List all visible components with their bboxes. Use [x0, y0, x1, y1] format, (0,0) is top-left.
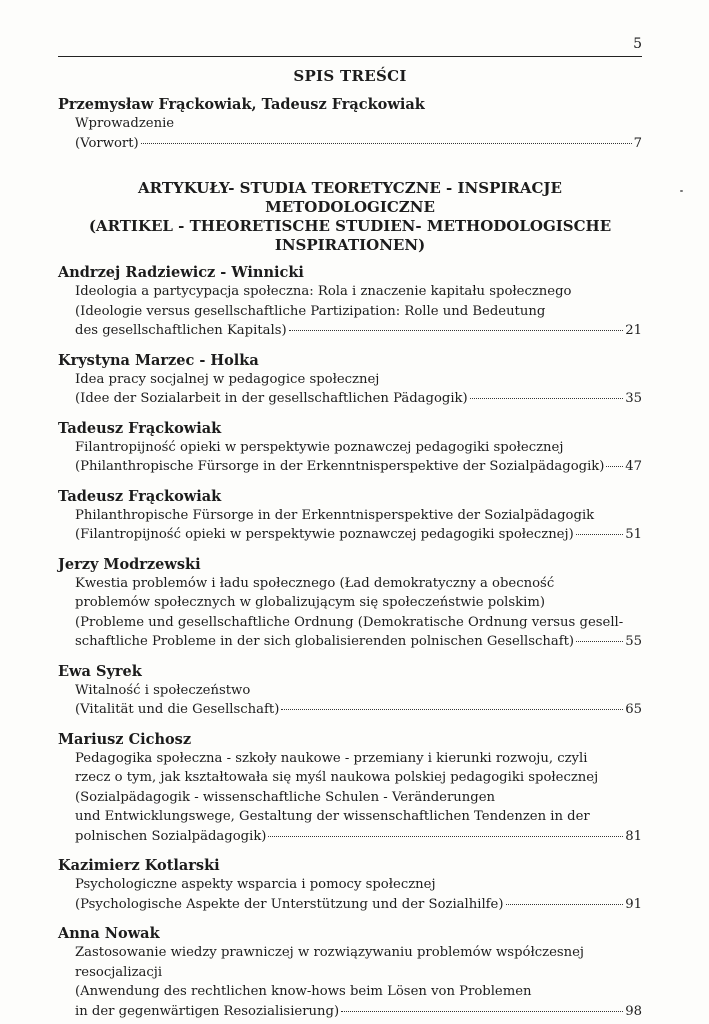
entry-title-block: [58, 282, 642, 341]
entry-page-number: 98: [625, 1003, 642, 1019]
toc-entry: [58, 263, 642, 341]
entry-title-line: (Ideologie versus gesellschaftliche Partizipation: Rolle und Bedeutung: [75, 303, 546, 319]
toc-entry: [58, 662, 642, 720]
entry-page-number: 91: [625, 896, 642, 912]
entry-title-line: (Filantropijność opieki w perspektywie poznawczej pedagogiki społecznej): [75, 527, 574, 542]
entry-title-block: [58, 749, 642, 847]
entry-leader-line: [75, 321, 642, 341]
entry-leader-line: [75, 457, 642, 477]
page-title: SPIS TREŚCI: [293, 67, 407, 85]
entry-title-line: (Probleme und gesellschaftliche Ordnung (Demokratische Ordnung versus gesell-: [75, 614, 624, 630]
entry-page-number: 55: [625, 634, 642, 649]
dot-leader: [576, 534, 623, 535]
entry-title-line: Ideologia a partycypacja społeczna: Rola i znaczenie kapitału społecznego: [75, 284, 572, 299]
entry-title-line: Psychologiczne aspekty wsparcia i pomocy społecznej: [75, 877, 436, 892]
entry-title-block: [58, 875, 642, 914]
entry-leader-line: [75, 525, 642, 545]
entry-title-line: Wprowadzenie: [75, 116, 175, 131]
entry-author: Kazimierz Kotlarski: [58, 857, 220, 874]
dot-leader: [470, 398, 624, 399]
entry-leader-line: [75, 389, 642, 409]
entry-page-number: 47: [625, 459, 642, 474]
entry-page-number: 51: [625, 527, 642, 542]
entry-author: Tadeusz Frąckowiak: [58, 487, 222, 505]
entry-author: Jerzy Modrzewski: [58, 555, 201, 573]
entry-title-line: problemów społecznych w globalizującym się społeczeństwie polskim): [75, 595, 546, 610]
header-rule: [58, 56, 642, 57]
dot-leader: [141, 143, 632, 144]
entry-page-number: 35: [625, 391, 642, 406]
section-heading-line: ARTYKUŁY- STUDIA TEORETYCZNE - INSPIRACJE METODOLOGICZNE: [138, 179, 562, 216]
entry-leader-line: [75, 1002, 642, 1022]
entry-title-line: Filantropijność opieki w perspektywie poznawczej pedagogiki społecznej: [75, 439, 564, 455]
scan-speck: [680, 190, 683, 192]
entry-title-block: [58, 438, 642, 477]
entry-author: Ewa Syrek: [58, 662, 142, 680]
toc-entries: [58, 263, 642, 1021]
entry-leader-line: [75, 632, 642, 652]
toc-entry: [58, 419, 642, 477]
page-number: 5: [633, 36, 642, 52]
toc-entry: [58, 924, 642, 1021]
entry-title-line: (Psychologische Aspekte der Unterstützung und der Sozialhilfe): [75, 896, 504, 912]
entry-title-line: schaftliche Probleme in der sich globalisierenden polnischen Gesellschaft): [75, 634, 575, 649]
toc-entry: [58, 351, 642, 409]
entry-page-number: 7: [633, 135, 642, 151]
entry-leader-line: [75, 895, 642, 915]
entry-title-line: resocjalizacji: [75, 964, 163, 980]
entry-page-number: 65: [625, 702, 642, 717]
dot-leader: [606, 466, 623, 467]
entry-title-block: [58, 943, 642, 1021]
entry-title-line: des gesellschaftlichen Kapitals): [75, 323, 287, 338]
document-page: [58, 36, 642, 1021]
entry-author: Przemysław Frąckowiak, Tadeusz Frąckowiak: [58, 96, 425, 113]
entry-leader-line: [75, 134, 642, 154]
toc-entry: [58, 555, 642, 652]
entry-title-line: und Entwicklungswege, Gestaltung der wissenschaftlichen Tendenzen in der: [75, 809, 590, 824]
entry-author: Mariusz Cichosz: [58, 730, 192, 748]
entry-title-line: Zastosowanie wiedzy prawniczej w rozwiązywaniu problemów współczesnej: [75, 945, 585, 960]
entry-title-line: Philanthropische Fürsorge in der Erkenntnisperspektive der Sozialpädagogik: [75, 507, 595, 523]
entry-title-line: Pedagogika społeczna - szkoły naukowe - przemiany i kierunki rozwoju, czyli: [75, 750, 588, 766]
entry-title-line: in der gegenwärtigen Resozialisierung): [75, 1003, 340, 1019]
toc-entry: [58, 730, 642, 847]
dot-leader: [576, 641, 623, 642]
entry-leader-line: [75, 827, 642, 847]
entry-author: Krystyna Marzec - Holka: [58, 351, 259, 369]
dot-leader: [268, 836, 623, 837]
entry-title-line: rzecz o tym, jak kształtowała się myśl naukowa polskiej pedagogiki społecznej: [75, 770, 599, 785]
entry-title-line: (Philanthropische Fürsorge in der Erkenntnisperspektive der Sozialpädagogik): [75, 459, 605, 474]
section-heading-line: INSPIRATIONEN): [274, 236, 426, 254]
entry-title-block: [58, 574, 642, 652]
dot-leader: [341, 1011, 623, 1012]
dot-leader: [281, 709, 623, 710]
entry-title-line: (Idee der Sozialarbeit in der gesellschaftlichen Pädagogik): [75, 391, 468, 406]
entry-title-line: Kwestia problemów i ładu społecznego (Ład demokratyczny a obecność: [75, 575, 555, 591]
entry-page-number: 81: [625, 828, 642, 844]
entry-title-line: Idea pracy socjalnej w pedagogice społecznej: [75, 371, 380, 387]
entry-author: Tadeusz Frąckowiak: [58, 419, 222, 437]
entry-page-number: 21: [625, 323, 642, 338]
section-heading: [58, 179, 642, 255]
entry-title-line: (Sozialpädagogik - wissenschaftliche Schulen - Veränderungen: [75, 789, 495, 805]
toc-entry: [58, 487, 642, 545]
entry-author: Andrzej Radziewicz - Winnicki: [58, 264, 304, 281]
dot-leader: [289, 330, 624, 331]
entry-title-block: [58, 370, 642, 409]
entry-title-block: [58, 114, 642, 153]
entry-leader-line: [75, 700, 642, 720]
entry-title-line: (Anwendung des rechtlichen know-hows beim Lösen von Problemen: [75, 984, 532, 999]
dot-leader: [506, 904, 624, 905]
entry-title-line: Witalność i społeczeństwo: [75, 682, 251, 698]
toc-entry: [58, 856, 642, 914]
entry-title-block: [58, 506, 642, 545]
entry-title-line: polnischen Sozialpädagogik): [75, 828, 267, 844]
entry-title-block: [58, 681, 642, 720]
entry-title-line: (Vorwort): [75, 135, 139, 151]
section-heading-line: (ARTIKEL - THEORETISCHE STUDIEN- METHODOLOGISCHE: [88, 217, 612, 235]
toc-entry-intro: [58, 95, 642, 153]
entry-title-line: (Vitalität und die Gesellschaft): [75, 702, 280, 717]
entry-author: Anna Nowak: [58, 925, 160, 942]
